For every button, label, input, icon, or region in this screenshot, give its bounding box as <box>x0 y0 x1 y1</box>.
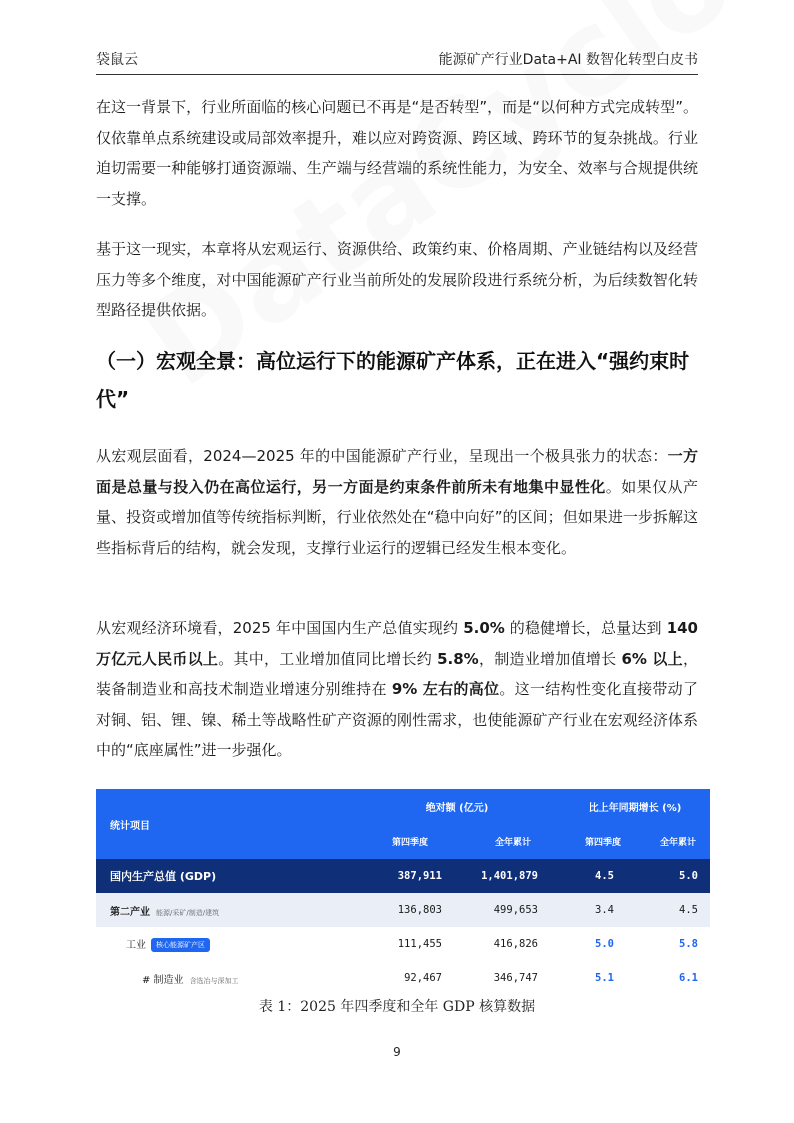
page-number: 9 <box>393 1045 401 1059</box>
col-stat-header: 统计项目 <box>96 789 354 859</box>
sub-q4-header: 第四季度 <box>354 823 466 859</box>
p4-bold-5: 9% 左右的高位 <box>391 680 500 698</box>
sub-year-header: 全年累计 <box>466 823 560 859</box>
core-region-badge: 核心能源矿产区 <box>151 938 210 952</box>
paragraph-2-text: 基于这一现实，本章将从宏观运行、资源供给、政策约束、价格周期、产业链结构以及经营压力等多个维度，对中国能源矿产行业当前所处的发展阶段进行系统分析，为后续数智化转型路径提供依据。 <box>96 240 698 319</box>
header-brand: 袋鼠云 <box>96 52 138 68</box>
header-doc-title: 能源矿产行业Data+AI 数智化转型白皮书 <box>438 52 698 68</box>
cell-year-growth: 4.5 <box>646 893 710 927</box>
row-name: 国内生产总值 (GDP) <box>96 859 354 893</box>
cell-q4-growth: 5.0 <box>560 927 646 961</box>
table-header-row <box>96 789 710 823</box>
p4-bold-4: 6% 以上 <box>621 649 683 668</box>
table-row <box>96 893 710 927</box>
sub-q4-growth-header: 第四季度 <box>560 823 646 859</box>
row-name: # 制造业 <box>142 974 184 986</box>
cell-q4: 111,455 <box>354 927 466 961</box>
table-row <box>96 961 710 995</box>
paragraph-3 <box>96 441 698 563</box>
gdp-table <box>96 789 710 995</box>
col-growth-group-header: 比上年同期增长 (%) <box>560 789 710 823</box>
cell-year: 416,826 <box>466 927 560 961</box>
paragraph-2 <box>96 234 698 326</box>
p4-text-e: ，制造业增加值增长 <box>478 649 622 668</box>
cell-year: 1,401,879 <box>466 859 560 893</box>
sub-year-growth-header: 全年累计 <box>646 823 710 859</box>
row-name: 第二产业 <box>110 906 150 918</box>
p3-bold: 一方面是总量与投入仍在高位运行，另一方面是约束条件前所未有地集中显性化 <box>96 447 698 496</box>
row-note: 能源/采矿/制造/建筑 <box>156 908 220 917</box>
p4-text-g: 。这一结构性变化直接带动了对铜、铝、锂、镍、稀土等战略性矿产资源的刚性需求，也使能源矿产行业在宏观经济体系中的“底座属性”进一步强化。 <box>96 680 698 759</box>
p3-text-b: 。如果仅从产量、投资或增加值等传统指标判断，行业依然处在“稳中向好”的区间；但如果进一步拆解这些指标背后的结构，就会发现，支撑行业运行的逻辑已经发生根本变化。 <box>96 477 698 557</box>
cell-year-growth: 6.1 <box>646 961 710 995</box>
table-row <box>96 859 710 893</box>
paragraph-3-text <box>96 441 698 563</box>
p4-text-a: 从宏观经济环境看，2025 年中国国内生产总值实现约 <box>96 619 464 637</box>
p3-text-a: 从宏观层面看，2024—2025 年的中国能源矿产行业，呈现出一个极具张力的状态： <box>96 447 668 465</box>
p4-bold-3: 5.8% <box>437 649 479 668</box>
cell-q4: 387,911 <box>354 859 466 893</box>
p4-text-c: 的稳健增长，总量达到 <box>504 619 667 637</box>
cell-q4: 92,467 <box>354 961 466 995</box>
cell-q4-growth: 4.5 <box>560 859 646 893</box>
table-row <box>96 927 710 961</box>
cell-q4-growth: 3.4 <box>560 893 646 927</box>
cell-year-growth: 5.0 <box>646 859 710 893</box>
p4-bold-1: 5.0% <box>463 619 505 637</box>
paragraph-1 <box>96 92 698 214</box>
table-caption: 表 1：2025 年四季度和全年 GDP 核算数据 <box>258 999 536 1015</box>
col-abs-group-header: 绝对额 (亿元) <box>354 789 560 823</box>
p4-text-f: ，装备制造业和高技术制造业增速分别维持在 <box>96 649 698 698</box>
section-heading: （一）宏观全景：高位运行下的能源矿产体系，正在进入“强约束时代” <box>96 349 690 411</box>
row-name-cell <box>96 961 354 995</box>
row-name-cell <box>96 927 354 961</box>
p4-bold-2: 140 万亿元人民币以上 <box>96 619 698 668</box>
cell-year-growth: 5.8 <box>646 927 710 961</box>
row-note: 含选冶与深加工 <box>189 976 239 985</box>
cell-q4: 136,803 <box>354 893 466 927</box>
paragraph-4 <box>96 613 698 766</box>
cell-year: 346,747 <box>466 961 560 995</box>
cell-year: 499,653 <box>466 893 560 927</box>
paragraph-1-text: 在这一背景下，行业所面临的核心问题已不再是“是否转型”，而是“以何种方式完成转型”。仅依靠单点系统建设或局部效率提升，难以应对跨资源、跨区域、跨环节的复杂挑战。行业迫切需要一种能够打通资源端、生产端与经营端的系统性能力，为安全、效率与合规提供统一支撑。 <box>96 98 698 208</box>
row-name: 工业 <box>126 940 146 951</box>
cell-q4-growth: 5.1 <box>560 961 646 995</box>
row-name-cell <box>96 893 354 927</box>
p4-text-d: 。其中，工业增加值同比增长约 <box>218 649 438 668</box>
paragraph-4-text <box>96 613 698 766</box>
